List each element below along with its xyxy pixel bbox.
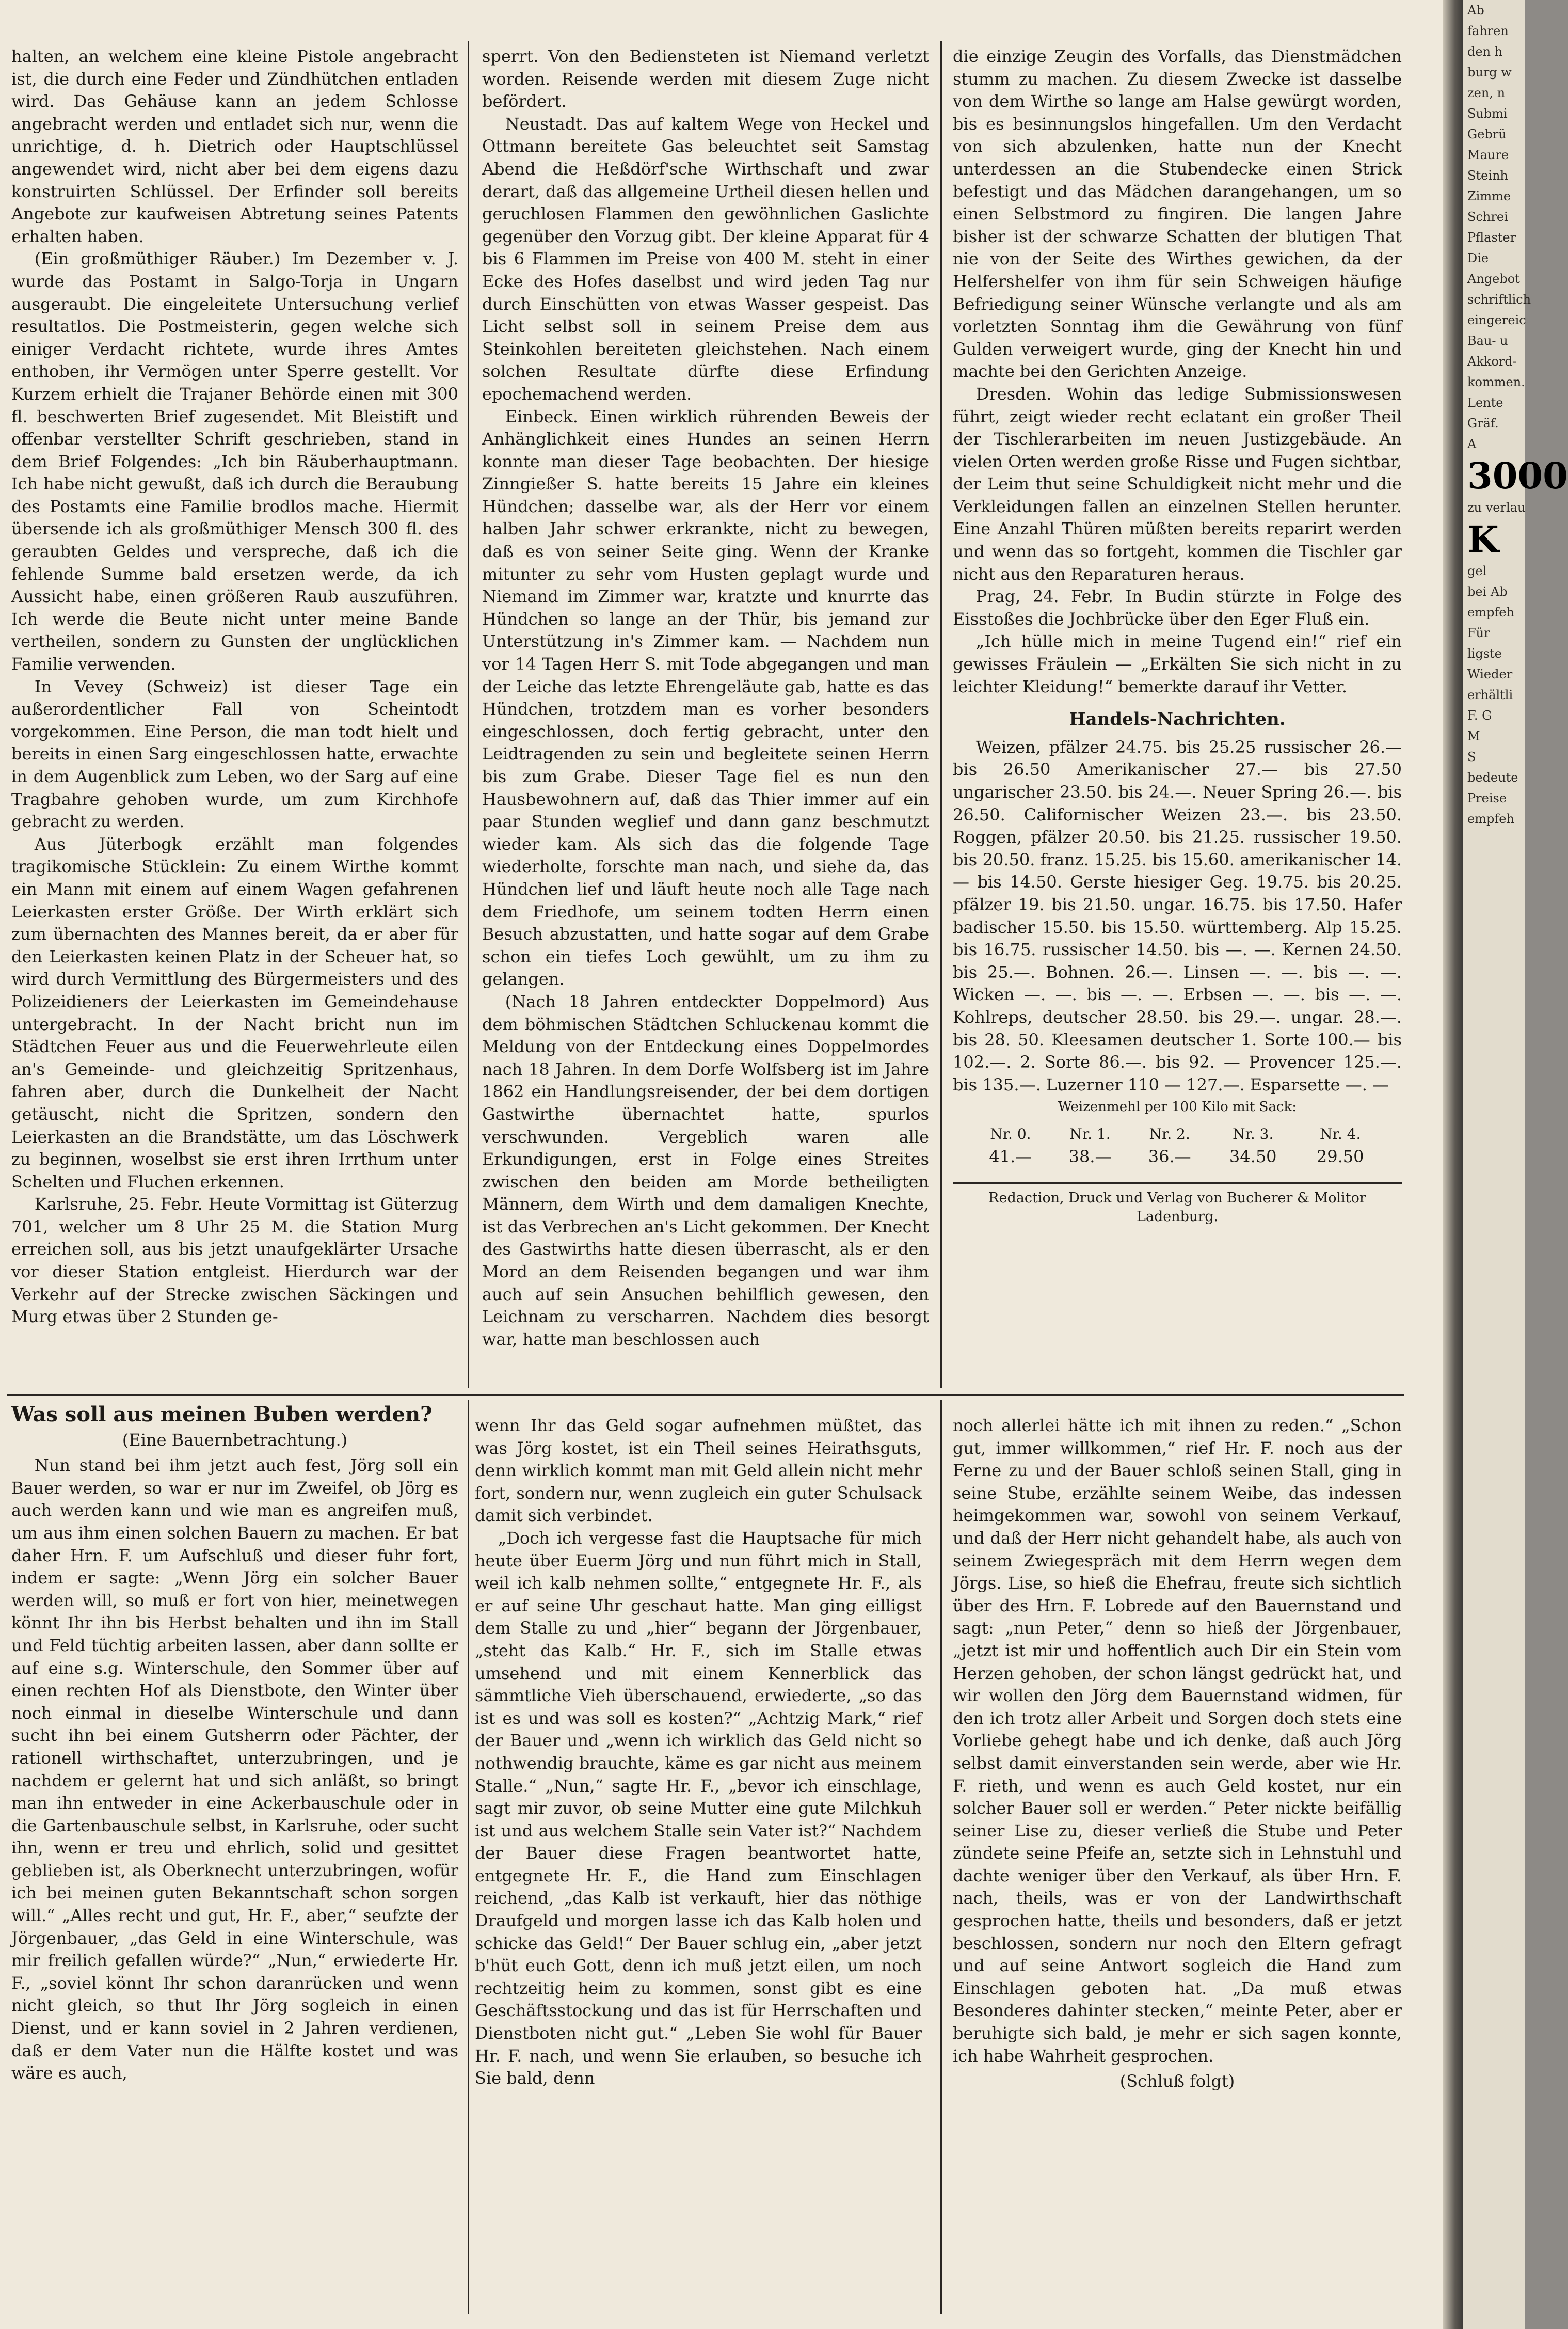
market-report: Weizen, pfälzer 24.75. bis 25.25 russischer 26.— bis 26.50 Amerikanischer 27.— bis 27.50 ungarischer 23.50. bis 24.—. Neuer Spring 26.—. bis 26.50. Californischer Weizen 23.—. bis 23.50. Roggen, pfälzer 20.50. bis 21.25. russischer 19.50. bis 20.50. franz. 15.25. bis 15.60. amerikanischer 14.— bis 14.50. Gerste hiesiger Geg. 19.75. bis 20.25. pfälzer 19. bis 21.50. ungar. 16.75. bis 17.50. Hafer badischer 15.50. bis 15.50. württemberg. Alp 15.25. bis 16.75. russischer 14.50. bis —. —. Kernen 24.50. bis 25.—. Bohnen. 26.—. Linsen —. —. bis —. —. Wicken —. —. bis —. —. Erbsen —. —. bis —. —. Kohlreps, deutscher 28.50. bis 29.—. ungar. 28.—. bis 28. 50. Kleesamen deutscher 1. Sorte 100.— bis 102.—. 2. Sorte 86.—. bis 92. — Provencer 125.—. bis 135.—. Luzerner 110 — 127.—. Esparsette —. — — [953, 737, 1402, 1095]
column-rule — [468, 1400, 469, 2314]
flour-price: 36.— — [1148, 1146, 1191, 1166]
adjacent-page-fragment: 3000 — [1467, 454, 1568, 497]
adjacent-page-fragment: empfeh — [1467, 605, 1514, 620]
article-paragraph: Karlsruhe, 25. Febr. Heute Vormittag ist Güterzug 701, welcher um 8 Uhr 25 M. die Station Murg erreichen soll, aus bis jetzt unaufgeklärter Ursache vor dieser Station entgleist. Hierdurch war der Verkehr auf der Strecke zwischen Säckingen und Murg etwas über 2 Stunden ge- — [11, 1194, 458, 1327]
flour-grade-row — [971, 1123, 1384, 1146]
story-column-3 — [953, 1415, 1402, 2313]
adjacent-page-fragment: bei Ab — [1467, 584, 1508, 599]
article-paragraph: (Ein großmüthiger Räuber.) Im Dezember v. J. wurde das Postamt in Salgo-Torja in Ungarn ausgeraubt. Die eingeleitete Untersuchung verlief resultatlos. Die Postmeisterin, gegen welche sich einiger Verdacht richtete, wurde ihres Amtes enthoben, ihr Vermögen unter Sperre gestellt. Vor Kurzem erhielt die Trajaner Behörde einen mit 300 fl. beschwerten Brief zugesendet. Mit Bleistift und offenbar verstellter Schrift geschrieben, stand in dem Brief Folgendes: „Ich bin Räuberhauptmann. Ich habe nicht gewußt, daß ich durch die Beraubung des Postamts eine Familie brodlos mache. Hiermit übersende ich als großmüthiger Mensch 300 fl. des geraubten Geldes und verspreche, daß ich die fehlende Summe bald ersetzen werde, da ich Aussicht habe, einen größeren Raub auszuführen. Ich werde die Beute nicht unter meine Bande vertheilen, sondern zu Gunsten der unglücklichen Familie verwenden. — [11, 249, 458, 674]
adjacent-page-fragment: Ab — [1467, 3, 1484, 18]
column-rule — [468, 41, 469, 1388]
flour-grade-label: Nr. 4. — [1320, 1125, 1361, 1143]
adjacent-page-fragment: fahren — [1467, 24, 1509, 38]
adjacent-page-fragment: Lente — [1467, 395, 1503, 410]
story-title: Was soll aus meinen Buben werden? — [11, 1402, 433, 1427]
adjacent-page-fragment: Zimme — [1467, 189, 1511, 203]
flour-grade-label: Nr. 3. — [1233, 1125, 1274, 1143]
flour-price: 38.— — [1068, 1146, 1112, 1166]
adjacent-page-fragment: Akkord- — [1467, 354, 1517, 369]
story-subtitle: (Eine Bauernbetrachtung.) — [122, 1430, 348, 1450]
article-paragraph: Prag, 24. Febr. In Budin stürzte in Folge des Eisstoßes die Jochbrücke über den Eger Fluß ein. — [953, 587, 1402, 629]
adjacent-page-fragment: Wieder — [1467, 667, 1513, 682]
story-column-3-text — [953, 1415, 1402, 2067]
flour-price-row — [971, 1146, 1384, 1168]
adjacent-page-fragment: burg w — [1467, 65, 1512, 80]
adjacent-page-fragment: zu verlau — [1467, 500, 1526, 515]
flour-price: 29.50 — [1316, 1146, 1364, 1166]
adjacent-page-fragment: bedeute — [1467, 770, 1518, 785]
adjacent-page-fragment: Gräf. — [1467, 416, 1499, 431]
adjacent-page-fragment: Pflaster — [1467, 230, 1516, 245]
adjacent-page-fragment: Preise — [1467, 791, 1507, 805]
article-paragraph: wenn Ihr das Geld sogar aufnehmen müßtet, das was Jörg kostet, ist ein Theil seines Heirathsguts, denn wirklich kommt man mit Geld allein nicht mehr fort, sondern nur, wenn zugleich ein guter Schulsack damit sich verbindet. — [475, 1416, 922, 1526]
flour-price-table — [971, 1123, 1384, 1168]
column-rule — [940, 41, 942, 1388]
article-paragraph: Dresden. Wohin das ledige Submissionswesen führt, zeigt wieder recht eclatant ein großer Theil der Tischlerarbeiten im neuen Justizgebäude. An vielen Orten werden große Risse und Fugen sichtbar, der Leim thut seine Schuldigkeit nicht mehr und die Verkleidungen fallen an einzelnen Stellen herunter. Eine Anzahl Thüren müßten bereits reparirt werden und wenn das so fortgeht, kommen die Tischler gar nicht aus den Reparaturen heraus. — [953, 384, 1402, 584]
column-top-3 — [953, 45, 1402, 1385]
adjacent-page-fragment: gel — [1467, 564, 1487, 578]
adjacent-page-fragment: kommen. — [1467, 375, 1525, 389]
adjacent-page-fragment: Gebrü — [1467, 127, 1507, 141]
adjacent-page-fragment: den h — [1467, 44, 1503, 59]
flour-grade-label: Nr. 2. — [1149, 1125, 1190, 1143]
adjacent-page-fragment: A — [1467, 437, 1477, 451]
article-paragraph: In Vevey (Schweiz) ist dieser Tage ein außerordentlicher Fall von Scheintodt vorgekommen. Eine Person, die man todt hielt und bereits in einen Sarg eingeschlossen hatte, erwachte in dem Augenblick zum Leben, wo der Sarg auf eine Tragbahre gehoben wurde, um zum Kirchhofe gebracht zu werden. — [11, 676, 458, 832]
article-paragraph: die einzige Zeugin des Vorfalls, das Dienstmädchen stumm zu machen. Zu diesem Zwecke ist dasselbe von dem Wirthe so lange am Halse gewürgt worden, bis es besinnungslos hingefallen. Um den Verdacht von sich abzulenken, hatte nun der Knecht unterdessen an die Stubendecke einen Strick befestigt und das Mädchen darangehangen, um so einen Selbstmord zu fingiren. Die langen Jahre bisher ist der schwarze Schatten der blutigen That nie von der Seite des Wirthes gewichen, da der Helfershelfer von ihm für sein Schweigen häufige Befriedigung seiner Wünsche verlangte und als am vorletzten Sonntag ihm die Gewährung von fünf Gulden verweigert wurde, ging der Knecht hin und machte bei den Gerichten Anzeige. — [953, 46, 1402, 382]
story-column-1 — [11, 1403, 458, 2313]
article-paragraph: Aus Jüterbogk erzählt man folgendes tragikomische Stücklein: Zu einem Wirthe kommt ein Mann mit einem auf einem Wagen gefahrenen Leierkasten erster Größe. Der Wirth erklärt sich zum übernachten des Mannes bereit, da er aber für den Leierkasten keinen Platz in der Scheuer hat, so wird durch Vermittlung des Bürgermeisters und des Polizeidieners der Leierkasten im Gemeindehause untergebracht. In der Nacht bricht nun im Städtchen Feuer aus und die Feuerwehrleute eilen an's Gemeinde- und gleichzeitig Spritzenhaus, fahren aber, durch die Dunkelheit der Nacht getäuscht, nicht die Spritzen, sondern den Leierkasten an die Brandstätte, um das Löschwerk zu beginnen, woselbst sie erst ihren Irrthum unter Schelten und Fluchen erkennen. — [11, 834, 458, 1192]
adjacent-page-fragment: empfeh — [1467, 812, 1514, 826]
flour-grade-label: Nr. 1. — [1069, 1125, 1111, 1143]
adjacent-page-edge — [1463, 0, 1568, 2329]
article-paragraph: „Doch ich vergesse fast die Hauptsache für mich heute über Euerm Jörg und nun führt mich in Stall, weil ich kalb nehmen sollte,“ entgegnete Hr. F., als er auf seine Uhr geschaut hatte. Man ging eilligst dem Stalle zu und „hier“ begann der Jörgenbauer, „steht das Kalb.“ Hr. F., sich im Stalle etwas umsehend und mit einem Kennerblick das sämmtliche Vieh überschauend, erwiederte, „so das ist es und was soll es kosten?“ „Achtzig Mark,“ rief der Bauer und „wenn ich wirklich das Geld nicht so nothwendig brauchte, käme es gar nicht aus meinem Stalle.“ „Nun,“ sagte Hr. F., „bevor ich einschlage, sagt mir zuvor, ob seine Mutter eine gute Milchkuh ist und aus welchem Stalle sein Vater ist?“ Nachdem der Bauer diese Fragen beantwortet hatte, entgegnete Hr. F., die Hand zum Einschlagen reichend, „das Kalb ist verkauft, hier das nöthige Draufgeld und morgen lasse ich das Kalb holen und schicke das Geld!“ Der Bauer schlug ein, „aber jetzt b'hüt euch Gott, denn ich muß jetzt eilen, um noch rechtzeitig heim zu kommen, sonst gibt es eine Geschäftsstockung und das ist für Herrschaften und Dienstboten nicht gut.“ „Leben Sie wohl für Bauer Hr. F. nach, und wenn Sie erlauben, so besuche ich Sie bald, denn — [475, 1528, 922, 2088]
article-paragraph: halten, an welchem eine kleine Pistole angebracht ist, die durch eine Feder und Zündhütchen entladen wird. Das Gehäuse kann an jedem Schlosse angebracht werden und entladet sich nur, wenn die unrichtige, d. h. Dietrich oder Hauptschlüssel angewendet wird, nicht aber bei dem eigens dazu konstruirten Schlüssel. Der Erfinder soll bereits Angebote zur kaufweisen Abtretung seines Patents erhalten haben. — [11, 46, 458, 246]
adjacent-page-fragment: eingereic — [1467, 313, 1526, 327]
article-paragraph: (Nach 18 Jahren entdeckter Doppelmord) Aus dem böhmischen Städtchen Schluckenau kommt die Meldung von der Entdeckung eines Doppelmordes nach 18 Jahren. In dem Dorfe Wolfsberg ist im Jahre 1862 ein Handlungsreisender, der bei dem dortigen Gastwirthe übernachtet hatte, spurlos verschwunden. Vergeblich waren alle Erkundigungen, erst in Folge eines Streites zwischen den beiden am Morde betheiligten Männern, dem Wirth und dem damaligen Knechte, ist das Verbrechen an's Licht gekommen. Der Knecht des Gastwirths hatte diesen überrascht, als er den Mord an dem Reisenden begangen und war ihm auch auf sein Ansuchen behilflich gewesen, den Leichnam zu verscharren. Nachdem dies besorgt war, hatte man beschlossen auch — [482, 991, 929, 1349]
adjacent-page-fragment: Steinh — [1467, 168, 1508, 183]
adjacent-page-fragment: F. G — [1467, 708, 1492, 723]
column-rule — [940, 1400, 942, 2314]
flour-price: 34.50 — [1229, 1146, 1277, 1166]
adjacent-page-fragment: S — [1467, 750, 1476, 764]
adjacent-page-fragment: schriftlich — [1467, 292, 1531, 307]
article-paragraph: Neustadt. Das auf kaltem Wege von Heckel und Ottmann bereitete Gas beleuchtet seit Samstag Abend die Heßdörf'sche Wirthschaft und zwar derart, daß das allgemeine Urtheil diesen hellen und geruchlosen Flammen den gewöhnlichen Gaslichte gegenüber den Vorzug gibt. Der kleine Apparat für 4 bis 6 Flammen im Preise von 400 M. steht in einer Ecke des Hofes daselbst und wird jeden Tag nur durch Einschütten von etwas Wasser gespeist. Das Licht selbst soll in seinem Preise dem aus Steinkohlen bereiteten gleichstehen. Nach einem solchen Resultate dürfte diese Erfindung epochemachend werden. — [482, 114, 929, 404]
adjacent-page-fragment: Maure — [1467, 148, 1509, 162]
article-paragraph: sperrt. Von den Bediensteten ist Niemand verletzt worden. Reisende werden mit diesem Zuge nicht befördert. — [482, 46, 929, 112]
adjacent-page-fragment: Schrei — [1467, 210, 1508, 224]
adjacent-page-fragment: Submi — [1467, 106, 1508, 121]
article-paragraph: Nun stand bei ihm jetzt auch fest, Jörg soll ein Bauer werden, so war er nur im Zweifel, ob Jörg es auch werden kann und wie man es angreifen muß, um aus ihm einen solchen Bauern zu machen. Er bat daher Hrn. F. um Aufschluß und dieser fuhr fort, indem er sagte: „Wenn Jörg ein solcher Bauer werden will, so muß er fort von hier, meinetwegen könnt Ihr ihn bis Herbst behalten und ihn im Stall und Feld tüchtig arbeiten lassen, aber dann sollte er auf eine s.g. Winterschule, den Sommer über auf einen rechten Hof als Dienstbote, den Winter über noch einmal in dieselbe Winterschule und dann sucht ihn bei einem Gutsherrn oder Pächter, der rationell wirthschaftet, unterzubringen, und je nachdem er gelernt hat und sich anläßt, so bringt man ihn entweder in eine Ackerbauschule oder in die Gartenbauschule selbst, in Karlsruhe, oder sucht ihn, wenn er treu und ehrlich, solid und gesittet geblieben ist, als Oberknecht unterzubringen, wofür ich bei meinen guten Bekanntschaft schon sorgen will.“ „Alles recht und gut, Hr. F., aber,“ seufzte der Jörgenbauer, „das Geld in eine Winterschule, was mir freilich gefallen würde?“ „Nun,“ erwiederte Hr. F., „soviel könnt Ihr schon daranrücken und wenn nicht gleich, so thut Ihr Jörg sogleich in einen Dienst, und er kann soviel in 2 Jahren verdienen, daß er dem Vater nun die Hälfte kostet und was wäre es auch, — [11, 1455, 458, 2083]
story-column-2 — [475, 1415, 922, 2313]
article-paragraph: „Ich hülle mich in meine Tugend ein!“ rief ein gewisses Fräulein — „Erkälten Sie sich nicht in zu leichter Kleidung!“ bemerkte darauf ihr Vetter. — [953, 631, 1402, 696]
adjacent-page-fragment: Bau- u — [1467, 334, 1508, 348]
story-column-1-text — [11, 1454, 458, 2085]
column-top-1 — [11, 45, 458, 1385]
page-gutter — [1443, 0, 1463, 2329]
market-heading: Handels-Nachrichten. — [1069, 709, 1286, 730]
adjacent-page-fragment: M — [1467, 729, 1480, 743]
adjacent-page-fragment: Angebot — [1467, 272, 1520, 286]
section-divider — [7, 1394, 1404, 1396]
article-paragraph: Einbeck. Einen wirklich rührenden Beweis der Anhänglichkeit eines Hundes an seinen Herrn konnte man dieser Tage beobachten. Der hiesige Zinngießer S. hatte bereits 15 Jahre ein kleines Hündchen; dasselbe war, als der Herr vor einem halben Jahr schwer erkrankte, nicht zu bewegen, daß es von seiner Seite ging. Wenn der Kranke mitunter zu sehr vom Husten geplagt wurde und Niemand im Zimmer war, kratzte und knurrte das Hündchen so lange an der Thür, bis jemand zur Unterstützung in's Zimmer kam. — Nachdem nun vor 14 Tagen Herr S. mit Tode abgegangen und man der Leiche das letzte Ehrengeläute gab, hatte es das Hündchen, trotzdem man es vorher besonders eingeschlossen, doch fertig gebracht, unter den Leidtragenden zu sein und begleitete seinen Herrn bis zum Grabe. Dieser Tage fiel es nun den Hausbewohnern auf, daß das Thier immer auf ein paar Stunden weglief und dann ganz beschmutzt wieder kam. Als sich das die folgende Tage wiederholte, forschte man nach, und siehe da, das Hündchen lief und läuft heute noch alle Tage nach dem Friedhofe, um seinem todten Herrn einen Besuch abzustatten, und hatte sogar auf dem Grabe schon ein tiefes Loch gewühlt, um zu ihm zu gelangen. — [482, 406, 929, 989]
article-paragraph: noch allerlei hätte ich mit ihnen zu reden.“ „Schon gut, immer willkommen,“ rief Hr. F. noch aus der Ferne zu und der Bauer schloß seinen Stall, ging in seine Stube, erzählte seinem Weibe, das indessen heimgekommen war, sowohl von seinem Verkauf, und daß der Herr nicht gehandelt habe, als auch von seinem Zwiegespräch mit dem Herrn wegen dem Jörgs. Lise, so hieß die Ehefrau, freute sich sichtlich über des Hrn. F. Lobrede auf den Bauernstand und sagt: „nun Peter,“ denn so hieß der Jörgenbauer, „jetzt ist mir und hoffentlich auch Dir ein Stein vom Herzen gehoben, der schon längst gedrückt hat, und wir wollen den Jörg dem Bauernstand widmen, für den ich trotz aller Arbeit und Sorgen doch stets eine Vorliebe gehegt habe und ich denke, daß auch Jörg selbst damit einverstanden sein werde, aber wie Hr. F. rieth, und wenn es auch Geld kostet, nur ein solcher Bauer soll er werden.“ Peter nickte beifällig seiner Lise zu, dieser verließ die Stube und Peter zündete seine Pfeife an, setzte sich in Lehnstuhl und dachte weniger über den Verkauf, als über Hrn. F. nach, theils, was er von der Landwirthschaft gesprochen hatte, theils und besonders, daß er jetzt beschlossen, sondern nur noch den Eltern gefragt und auf seine Antwort sogleich die Hand zum Einschlagen geboten hat. „Da muß etwas Besonderes dahinter stecken,“ meinte Peter, aber er beruhigte sich bald, je mehr er sich sagen konnte, ich habe Wahrheit gesprochen. — [953, 1416, 1402, 2066]
adjacent-page-fragment: K — [1467, 518, 1499, 561]
column-top-3-articles — [953, 45, 1402, 698]
flour-price: 41.— — [989, 1146, 1032, 1166]
adjacent-page-fragment: Für — [1467, 626, 1490, 640]
publisher-imprint: Redaction, Druck und Verlag von Bucherer & Molitor Ladenburg. — [953, 1182, 1402, 1226]
adjacent-page-fragment: ligste — [1467, 646, 1502, 661]
story-end-note: (Schluß folgt) — [1119, 2071, 1235, 2092]
adjacent-page-fragment: zen, n — [1467, 86, 1506, 100]
adjacent-page-fragment: erhältli — [1467, 688, 1513, 702]
flour-price-heading: Weizenmehl per 100 Kilo mit Sack: — [1058, 1099, 1297, 1115]
adjacent-page-fragment: Die — [1467, 251, 1489, 265]
column-top-2 — [482, 45, 929, 1385]
flour-grade-label: Nr. 0. — [990, 1125, 1031, 1143]
